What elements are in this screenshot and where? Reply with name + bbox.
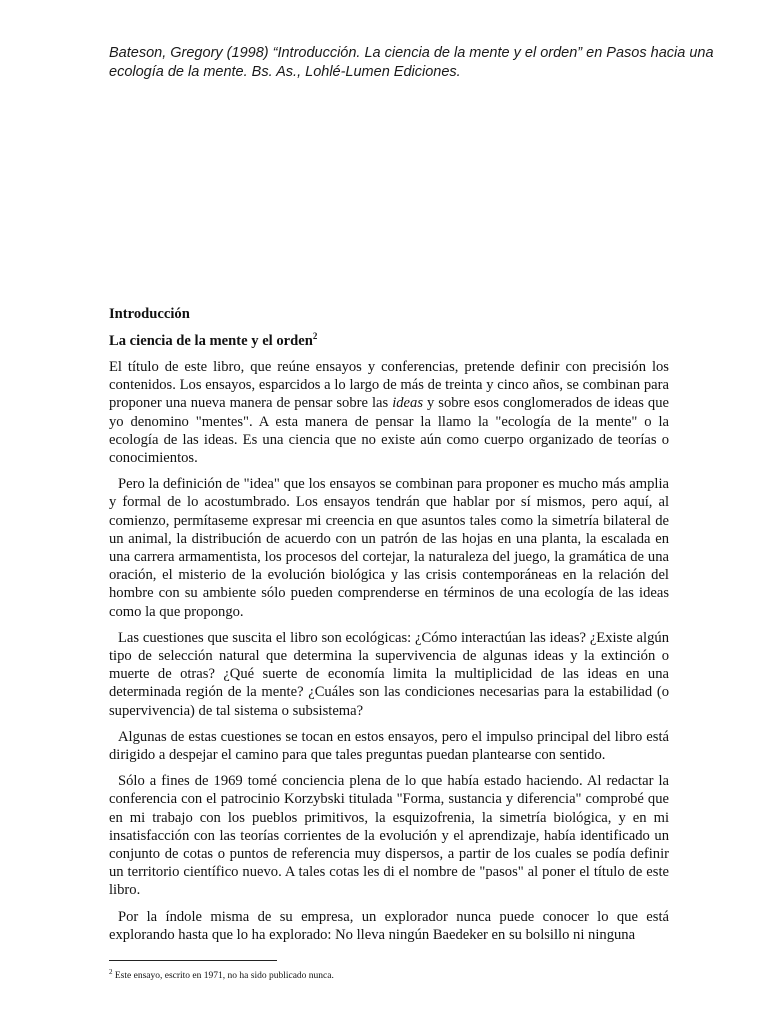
paragraph-2: Pero la definición de "idea" que los ensayos se combinan para proponer es mucho más amplia y formal de lo acostumbrado. Los ensayos tendrán que hablar por sí mismos, pero aquí, al comienzo, permítaseme expresar mi creencia en que asuntos tales como la simetría bilateral de un animal, la distribución de acuerdo con un patrón de las hojas en una planta, la escalada en una carrera armamentista, los procesos del cortejar, la naturaleza del juego, la gramática de una oración, el misterio de la evolución biológica y las crisis contemporáneas en la relación del hombre con su ambiente sólo pueden comprenderse en términos de una ecología de las ideas como la que propongo.: [109, 476, 669, 620]
paragraph-1-part-a: El título de este libro, que reúne ensayos y conferencias, pretende definir con precisión los contenidos. Los ensayos, esparcidos a lo largo de más de treinta y cinco años, se combinan para proponer una nueva manera de pensar sobre las: [109, 359, 669, 412]
footnote-text: Este ensayo, escrito en 1971, no ha sido publicado nunca.: [112, 971, 334, 982]
citation-line-1: Bateson, Gregory (1998) “Introducción. La ciencia de la mente y el orden” en Pasos hacia una: [109, 45, 714, 61]
paragraph-1-part-b: y sobre esos conglomerados de ideas que yo denomino "mentes". A esta manera de pensar la llamo la "ecología de la mente" o la ecología de las ideas. Es una ciencia que no existe aún como cuerpo organizado de teorías o conocimientos.: [109, 395, 669, 467]
footnote-divider: [109, 960, 277, 961]
footnote: [109, 966, 334, 982]
footnote-number: 2: [109, 968, 113, 976]
paragraph-1-emphasis: ideas: [392, 395, 423, 412]
citation-header: [109, 44, 749, 82]
paragraph-3: Las cuestiones que suscita el libro son ecológicas: ¿Cómo interactúan las ideas? ¿Existe algún tipo de selección natural que determina la supervivencia de algunas ideas y la extinción o muerte de otras? ¿Qué suerte de economía limita la multiplicidad de las ideas en una determinada región de la mente? ¿Cuáles son las condiciones necesarias para la estabilidad (o supervivencia) de tal sistema o subsistema?: [109, 629, 669, 719]
paragraph-4: Algunas de estas cuestiones se tocan en estos ensayos, pero el impulso principal del libro está dirigido a despejar el camino para que tales preguntas puedan plantearse con sentido.: [109, 728, 669, 764]
paragraph-5: Sólo a fines de 1969 tomé conciencia plena de lo que había estado haciendo. Al redactar la conferencia con el patrocinio Korzybski titulada "Forma, sustancia y diferencia" comprobé que en mi trabajo con los pueblos primitivos, la esquizofrenia, la simetría biológica, y en mi insatisfacción con las teorías corrientes de la evolución y el aprendizaje, había identificado un conjunto de cotas o puntos de referencia muy dispersos, a partir de los cuales se podía definir un territorio científico nuevo. A tales cotas les di el nombre de "pasos" al poner el título de este libro.: [109, 773, 669, 899]
footnote-reference: 2: [312, 331, 318, 342]
paragraph-1: [109, 358, 669, 467]
article-body: [109, 305, 669, 952]
section-heading: Introducción: [109, 306, 190, 322]
paragraph-6: Por la índole misma de su empresa, un explorador nunca puede conocer lo que está explorando hasta que lo ha explorado: No lleva ningún Baedeker en su bolsillo ni ninguna: [109, 908, 669, 943]
section-subheading: [109, 332, 669, 350]
subheading-text: La ciencia de la mente y el orden: [109, 333, 313, 349]
citation-line-2: ecología de la mente. Bs. As., Lohlé-Lumen Ediciones.: [109, 64, 461, 80]
